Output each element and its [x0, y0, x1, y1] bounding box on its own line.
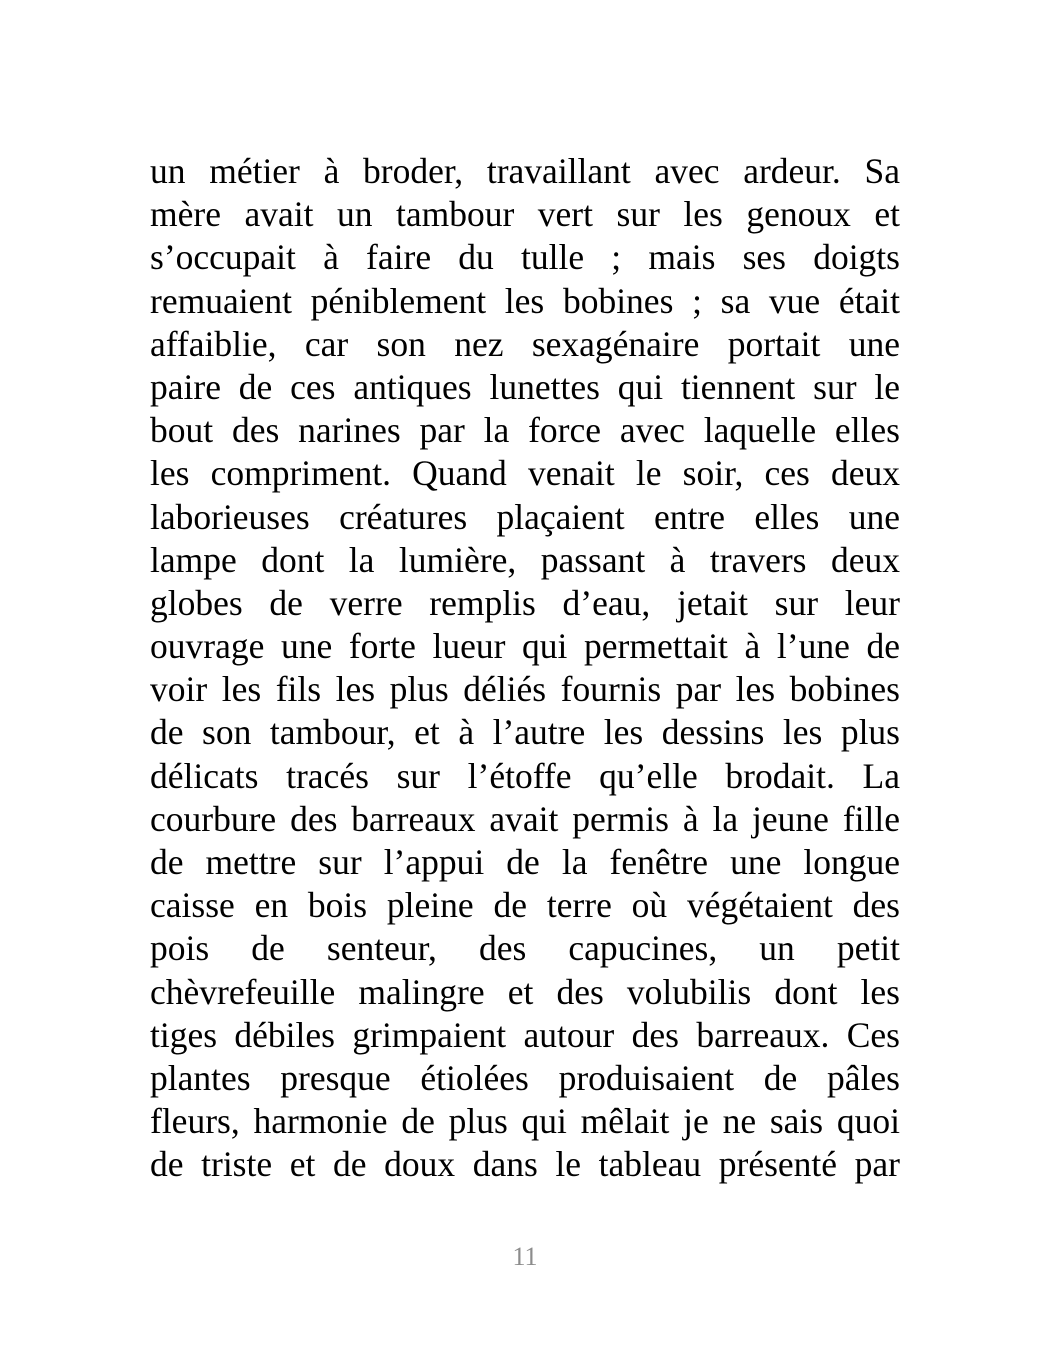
text-line: affaiblie, car son nez sexagénaire portait une [150, 323, 900, 364]
page-number: 11 [512, 1242, 538, 1271]
text-line: lampe dont la lumière, passant à travers deux [150, 539, 900, 580]
text-line: courbure des barreaux avait permis à la jeune fille [150, 798, 900, 839]
text-line: caisse en bois pleine de terre où végétaient des [150, 885, 900, 926]
text-line: laborieuses créatures plaçaient entre elles une [150, 496, 900, 537]
text-line: fleurs, harmonie de plus qui mêlait je ne sais quoi [150, 1101, 900, 1142]
text-line: un métier à broder, travaillant avec ardeur. Sa [150, 151, 900, 191]
text-line: de son tambour, et à l’autre les dessins les plus [150, 712, 900, 753]
text-line: pois de senteur, des capucines, un petit [150, 928, 900, 969]
text-line: s’occupait à faire du tulle ; mais ses doigts [150, 237, 900, 278]
text-line: voir les fils les plus déliés fournis par les bobines [150, 669, 900, 710]
text-line: remuaient péniblement les bobines ; sa vue était [150, 280, 900, 321]
text-line: ouvrage une forte lueur qui permettait à l’une de [150, 626, 900, 667]
body-text [150, 150, 900, 1187]
text-line: bout des narines par la force avec laquelle elles [150, 410, 900, 451]
text-line: tiges débiles grimpaient autour des barreaux. Ces [150, 1014, 900, 1055]
text-line: paire de ces antiques lunettes qui tiennent sur le [150, 366, 900, 407]
text-line: les compriment. Quand venait le soir, ces deux [150, 453, 900, 494]
text-line: mère avait un tambour vert sur les genoux et [150, 194, 900, 235]
text-line: de mettre sur l’appui de la fenêtre une longue [150, 842, 900, 882]
text-line: chèvrefeuille malingre et des volubilis dont les [150, 971, 900, 1012]
text-line: globes de verre remplis d’eau, jetait sur leur [150, 582, 900, 623]
text-line: plantes presque étiolées produisaient de pâles [150, 1057, 900, 1098]
text-line: de triste et de doux dans le tableau présenté par [150, 1144, 900, 1185]
text-line: délicats tracés sur l’étoffe qu’elle brodait. La [150, 755, 900, 796]
